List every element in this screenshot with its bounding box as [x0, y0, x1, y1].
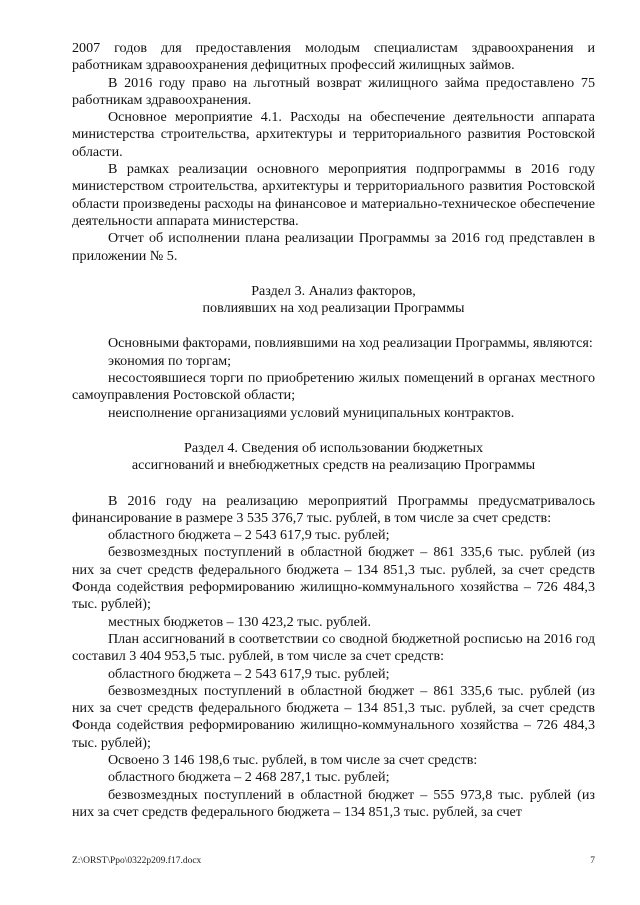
paragraph: Отчет об исполнении плана реализации Программы за 2016 год представлен в приложении № 5.	[72, 230, 595, 264]
paragraph: План ассигнований в соответствии со сводной бюджетной росписью на 2016 год составил 3 404 953,5 тыс. рублей, в том числе за счет средств:	[72, 630, 595, 665]
list-item: безвозмездных поступлений в областной бюджет – 861 335,6 тыс. рублей (из них за счет средств федерального бюджета – 134 851,3 тыс. рублей, за счет средств Фонда содействия реформированию жилищно-коммунального хозяйства – 726 484,3 тыс. рублей);	[72, 682, 595, 751]
paragraph: В рамках реализации основного мероприятия подпрограммы в 2016 году министерством строительства, архитектуры и территориального развития Ростовской области произведены расходы на финансовое и материально-техническое обеспечение деятельности аппарата министерства.	[72, 161, 595, 229]
file-path: Z:\ORST\Ppo\0322p209.f17.docx	[72, 856, 202, 866]
list-item: экономия по торгам;	[108, 352, 232, 369]
list-item: местных бюджетов – 130 423,2 тыс. рублей.	[108, 613, 371, 630]
paragraph: В 2016 году право на льготный возврат жилищного займа предоставлено 75 работникам здравоохранения.	[72, 74, 595, 108]
section-3-heading-line-2: повлиявших на ход реализации Программы	[202, 300, 465, 317]
list-item: областного бюджета – 2 468 287,1 тыс. рублей;	[108, 769, 390, 786]
list-item: несостоявшиеся торги по приобретению жилых помещений в органах местного самоуправления Ростовской области;	[72, 370, 595, 404]
paragraph: Основными факторами, повлиявшими на ход реализации Программы, являются:	[108, 335, 593, 352]
paragraph: В 2016 году на реализацию мероприятий Программы предусматривалось финансирование в размере 3 535 376,7 тыс. рублей, в том числе за счет средств:	[72, 492, 595, 526]
section-4-heading-line-2: ассигнований и внебюджетных средств на реализацию Программы	[131, 457, 536, 474]
paragraph: Основное мероприятие 4.1. Расходы на обеспечение деятельности аппарата министерства строительства, архитектуры и территориального развития Ростовской области.	[72, 109, 595, 160]
list-item: неисполнение организациями условий муниципальных контрактов.	[108, 404, 515, 421]
section-4-heading-line-1: Раздел 4. Сведения об использовании бюджетных	[183, 439, 484, 456]
list-item: областного бюджета – 2 543 617,9 тыс. рублей;	[108, 665, 390, 682]
paragraph-continuation: 2007 годов для предоставления молодым специалистам здравоохранения и работникам здравоохранения дефицитных профессий жилищных займов.	[72, 40, 595, 74]
list-item: безвозмездных поступлений в областной бюджет – 555 973,8 тыс. рублей (из них за счет средств федерального бюджета – 134 851,3 тыс. рублей, за счет	[72, 786, 595, 820]
section-4-heading	[72, 440, 595, 475]
list-item: безвозмездных поступлений в областной бюджет – 861 335,6 тыс. рублей (из них за счет средств федерального бюджета – 134 851,3 тыс. рублей, за счет средств Фонда содействия реформированию жилищно-коммунального хозяйства – 726 484,3 тыс. рублей);	[72, 544, 595, 613]
document-page	[72, 40, 595, 821]
page-number: 7	[590, 856, 595, 866]
section-3-heading	[72, 283, 595, 318]
paragraph: Освоено 3 146 198,6 тыс. рублей, в том числе за счет средств:	[108, 751, 478, 768]
section-3-heading-line-1: Раздел 3. Анализ факторов,	[251, 282, 416, 299]
list-item: областного бюджета – 2 543 617,9 тыс. рублей;	[108, 527, 390, 544]
